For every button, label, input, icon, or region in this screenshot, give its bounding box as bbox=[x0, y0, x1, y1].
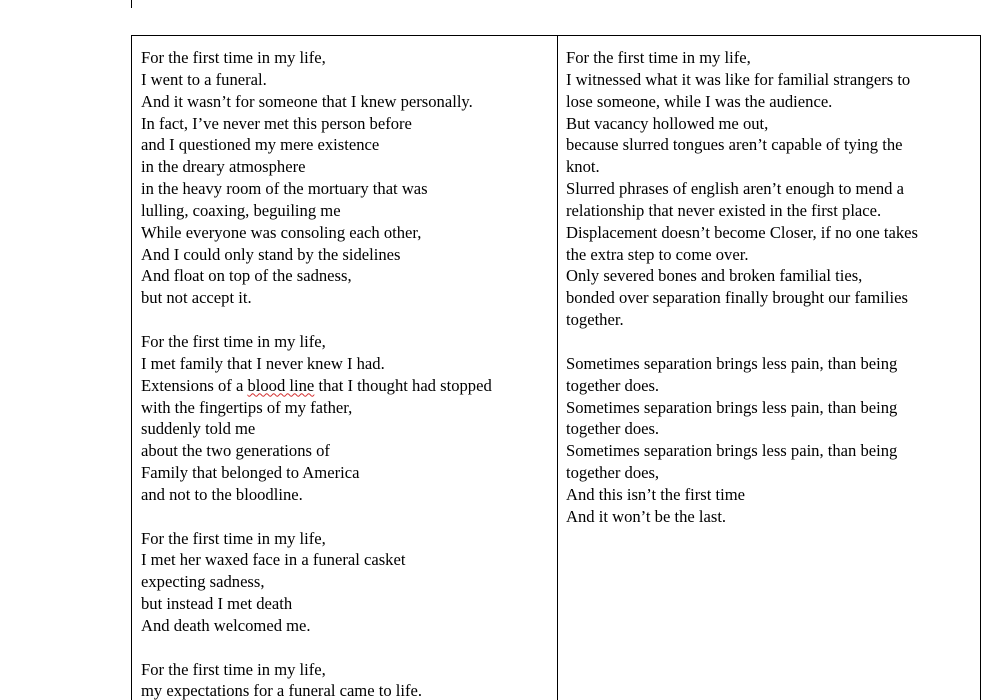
poem-line: And it won’t be the last. bbox=[566, 506, 727, 526]
poem-line: Sometimes separation brings less pain, than being bbox=[566, 353, 898, 373]
poem-line: knot. bbox=[566, 157, 600, 177]
poem-line: Family that belonged to America bbox=[141, 463, 360, 483]
poem-line: I met her waxed face in a funeral casket bbox=[141, 550, 406, 570]
poem-line: with the fingertips of my father, bbox=[141, 397, 353, 417]
poem-line: For the first time in my life, bbox=[566, 48, 751, 67]
poem-line: bonded over separation finally brought our families bbox=[566, 288, 908, 308]
poem-line: and not to the bloodline. bbox=[141, 484, 303, 504]
poem-line: Sometimes separation brings less pain, than being bbox=[566, 441, 898, 461]
poem-line: For the first time in my life, bbox=[141, 528, 326, 548]
poem-line: For the first time in my life, bbox=[141, 659, 326, 679]
stanza-break bbox=[141, 637, 551, 659]
poem-line bbox=[141, 375, 551, 397]
poem-line: Displacement doesn’t become Closer, if no one takes bbox=[566, 222, 919, 242]
poem-line: lulling, coaxing, beguiling me bbox=[141, 200, 341, 220]
right-column[interactable] bbox=[566, 47, 976, 528]
poem-line: Sometimes separation brings less pain, than being bbox=[566, 397, 898, 417]
poem-line: And float on top of the sadness, bbox=[141, 266, 352, 286]
poem-line: in the dreary atmosphere bbox=[141, 157, 306, 177]
poem-line: I met family that I never knew I had. bbox=[141, 353, 385, 373]
line-text: Extensions of a bbox=[141, 375, 248, 395]
poem-table bbox=[131, 35, 981, 700]
stanza-break bbox=[141, 309, 551, 331]
poem-line: For the first time in my life, bbox=[141, 48, 326, 67]
poem-line: For the first time in my life, bbox=[141, 331, 326, 351]
poem-line: And death welcomed me. bbox=[141, 615, 311, 635]
spellcheck-flagged-word[interactable]: blood line bbox=[247, 375, 315, 395]
stanza-break bbox=[141, 506, 551, 528]
poem-line: because slurred tongues aren’t capable of tying the bbox=[566, 135, 903, 155]
poem-line: but not accept it. bbox=[141, 288, 252, 308]
stanza-break bbox=[566, 331, 976, 353]
poem-line: together. bbox=[566, 310, 624, 330]
poem-line: relationship that never existed in the first place. bbox=[566, 200, 882, 220]
poem-line: suddenly told me bbox=[141, 419, 256, 439]
poem-line: I went to a funeral. bbox=[141, 69, 267, 89]
column-divider bbox=[557, 36, 558, 700]
poem-line: but instead I met death bbox=[141, 594, 293, 614]
poem-line: While everyone was consoling each other, bbox=[141, 222, 422, 242]
poem-line: And this isn’t the first time bbox=[566, 484, 745, 504]
poem-line: I witnessed what it was like for familial strangers to bbox=[566, 69, 911, 89]
poem-line: together does. bbox=[566, 375, 660, 395]
poem-line: And it wasn’t for someone that I knew personally. bbox=[141, 91, 473, 111]
poem-line: the extra step to come over. bbox=[566, 244, 749, 264]
poem-line: But vacancy hollowed me out, bbox=[566, 113, 769, 133]
poem-line: and I questioned my mere existence bbox=[141, 135, 380, 155]
left-column[interactable] bbox=[141, 47, 551, 700]
poem-line: lose someone, while I was the audience. bbox=[566, 91, 833, 111]
poem-line: together does, bbox=[566, 463, 660, 483]
poem-line: In fact, I’ve never met this person before bbox=[141, 113, 412, 133]
text-cursor bbox=[131, 0, 132, 8]
poem-line: about the two generations of bbox=[141, 441, 330, 461]
line-text: that I thought had stopped bbox=[314, 375, 492, 395]
poem-line: together does. bbox=[566, 419, 660, 439]
poem-line: in the heavy room of the mortuary that was bbox=[141, 179, 428, 199]
poem-line: And I could only stand by the sidelines bbox=[141, 244, 401, 264]
poem-line: Slurred phrases of english aren’t enough to mend a bbox=[566, 179, 904, 199]
poem-line: Only severed bones and broken familial ties, bbox=[566, 266, 863, 286]
poem-line: my expectations for a funeral came to life. bbox=[141, 681, 423, 700]
poem-line: expecting sadness, bbox=[141, 572, 265, 592]
